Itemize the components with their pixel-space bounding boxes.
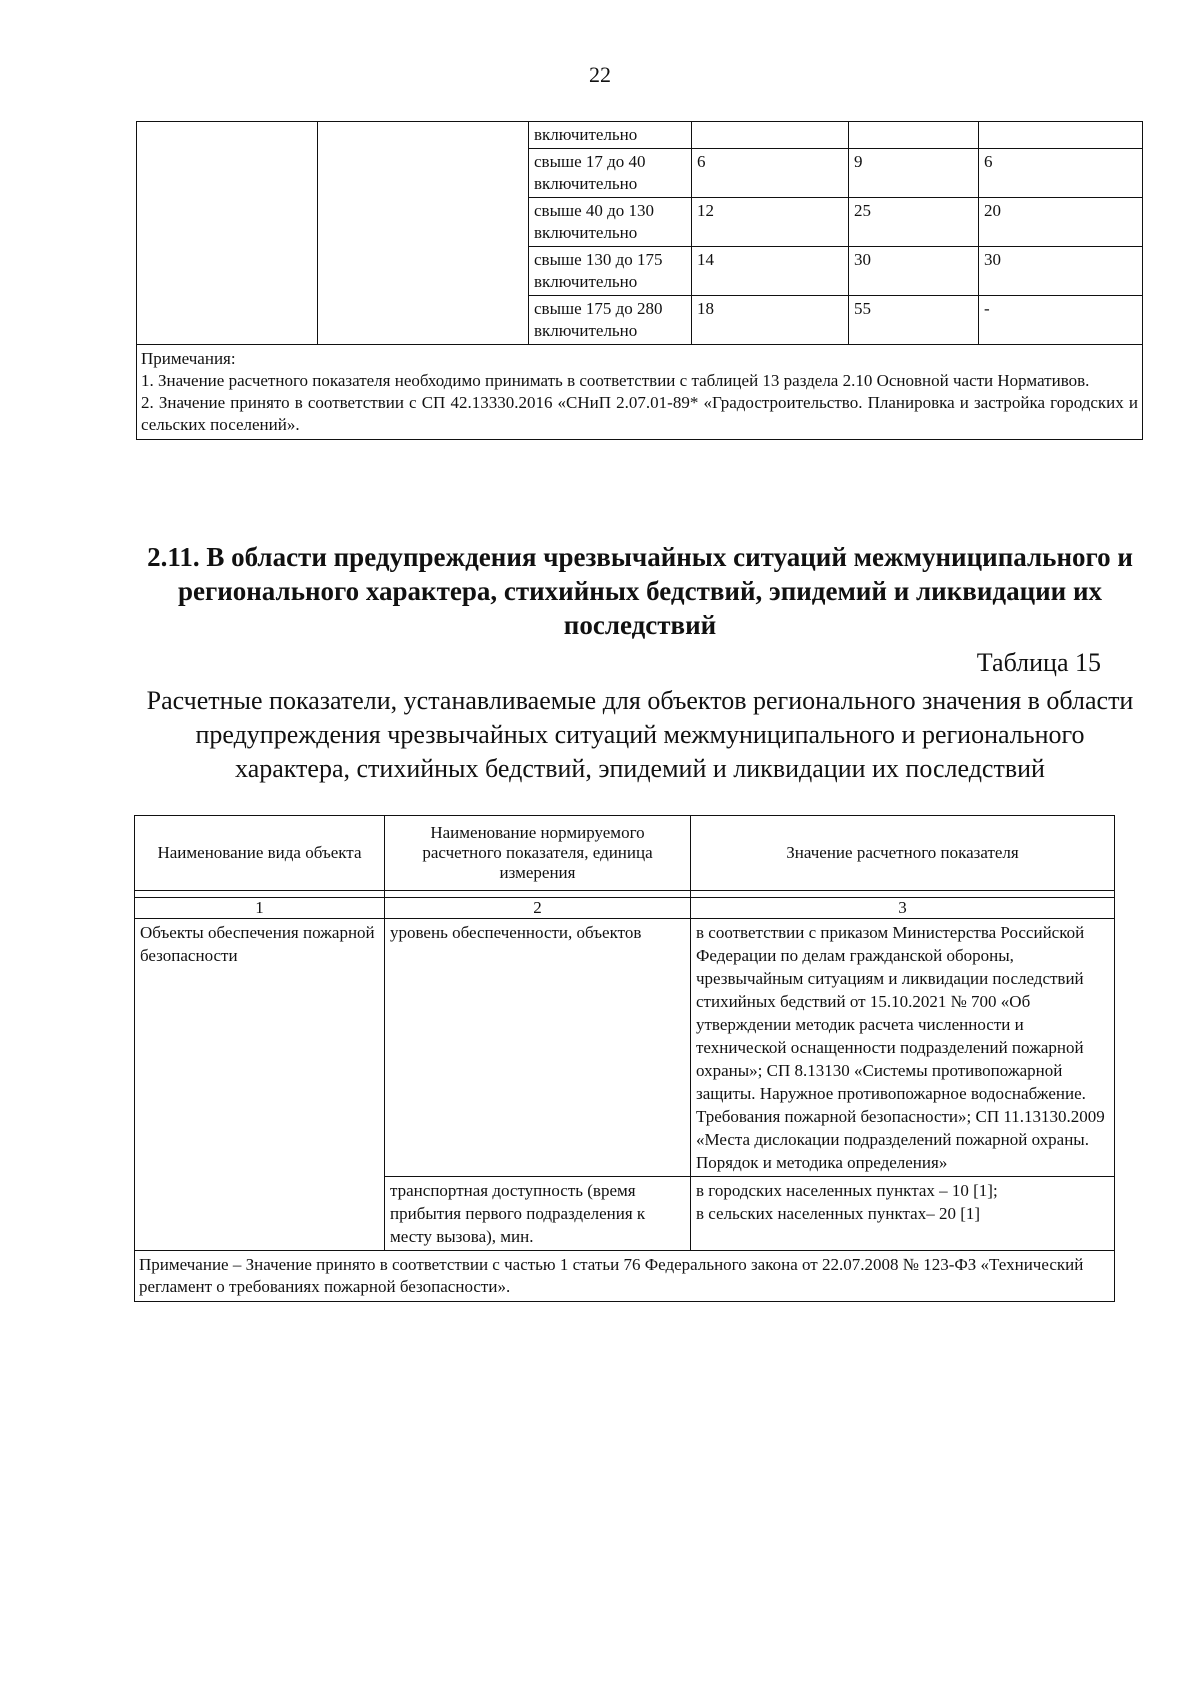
- value-cell: в соответствии с приказом Министерства Российской Федерации по делам гражданской обороны, чрезвычайным ситуациям и ликвидации последствий стихийных бедствий от 15.10.2021 № 700 «Об утверждении методик расчета численности и технической оснащенности подразделений пожарной охраны»; СП 8.13130 «Системы противопожарной защиты. Наружное противопожарное водоснабжение. Требования пожарной безопасности»; СП 11.13130.2009 «Места дислокации подразделений пожарной охраны. Порядок и методика определения»: [691, 919, 1115, 1177]
- note-2: 2. Значение принято в соответствии с СП 42.13330.2016 «СНиП 2.07.01-89* «Градостроительство. Планировка и застройка городских и сельских поселений».: [141, 393, 1138, 434]
- page-number: 22: [589, 62, 611, 87]
- table-15: [134, 815, 1115, 1302]
- table-cell: [849, 122, 979, 149]
- value-line: в сельских населенных пунктах– 20 [1]: [696, 1204, 981, 1223]
- value-cell: [691, 1177, 1115, 1251]
- value-cell: 6: [692, 149, 849, 198]
- table-row: [135, 919, 1115, 1177]
- indicator-cell: транспортная доступность (время прибытия первого подразделения к месту вызова), мин.: [385, 1177, 691, 1251]
- table-row: [137, 345, 1143, 440]
- note-1: 1. Значение расчетного показателя необходимо принимать в соответствии с таблицей 13 раздела 2.10 Основной части Нормативов.: [141, 371, 1090, 390]
- table-cell: [385, 891, 691, 898]
- table-cell: включительно: [529, 122, 692, 149]
- value-cell: 20: [979, 198, 1143, 247]
- continued-table: [136, 121, 1143, 440]
- range-cell: свыше 17 до 40 включительно: [529, 149, 692, 198]
- column-number: 3: [691, 898, 1115, 919]
- table-header-row: [135, 816, 1115, 891]
- table-caption: Таблица 15: [976, 648, 1101, 677]
- column-header: Значение расчетного показателя: [691, 816, 1115, 891]
- column-header: Наименование вида объекта: [135, 816, 385, 891]
- table-row: [137, 122, 1143, 149]
- value-cell: 55: [849, 296, 979, 345]
- value-cell: 18: [692, 296, 849, 345]
- value-cell: 30: [979, 247, 1143, 296]
- value-cell: 14: [692, 247, 849, 296]
- table-cell: [979, 122, 1143, 149]
- value-cell: 9: [849, 149, 979, 198]
- value-cell: 25: [849, 198, 979, 247]
- indicator-cell: уровень обеспеченности, объектов: [385, 919, 691, 1177]
- column-number: 2: [385, 898, 691, 919]
- table-row: [135, 891, 1115, 898]
- table-cell: [135, 891, 385, 898]
- table-cell: [318, 122, 529, 345]
- value-cell: 12: [692, 198, 849, 247]
- value-line: в городских населенных пунктах – 10 [1];: [696, 1181, 998, 1200]
- range-cell: свыше 40 до 130 включительно: [529, 198, 692, 247]
- table-cell: [691, 891, 1115, 898]
- column-number-row: [135, 898, 1115, 919]
- section-heading: 2.11. В области предупреждения чрезвычайных ситуаций межмуниципального и регионального характера, стихийных бедствий, эпидемий и ликвидации их последствий: [147, 542, 1133, 640]
- value-cell: -: [979, 296, 1143, 345]
- table-cell: [692, 122, 849, 149]
- range-cell: свыше 130 до 175 включительно: [529, 247, 692, 296]
- column-number: 1: [135, 898, 385, 919]
- range-cell: свыше 175 до 280 включительно: [529, 296, 692, 345]
- value-cell: 30: [849, 247, 979, 296]
- notes-title: Примечания:: [141, 349, 236, 368]
- table-title: Расчетные показатели, устанавливаемые для объектов регионального значения в области предупреждения чрезвычайных ситуаций межмуниципального и регионального характера, стихийных бедствий, эпидемий и ликвидации их последствий: [146, 686, 1134, 783]
- column-header: Наименование нормируемого расчетного показателя, единица измерения: [385, 816, 691, 891]
- value-cell: 6: [979, 149, 1143, 198]
- object-type-cell: Объекты обеспечения пожарной безопасности: [135, 919, 385, 1251]
- table-note: Примечание – Значение принято в соответствии с частью 1 статьи 76 Федерального закона от 22.07.2008 № 123-ФЗ «Технический регламент о требованиях пожарной безопасности».: [135, 1251, 1115, 1302]
- notes-cell: [137, 345, 1143, 440]
- table-row: [135, 1251, 1115, 1302]
- table-cell: [137, 122, 318, 345]
